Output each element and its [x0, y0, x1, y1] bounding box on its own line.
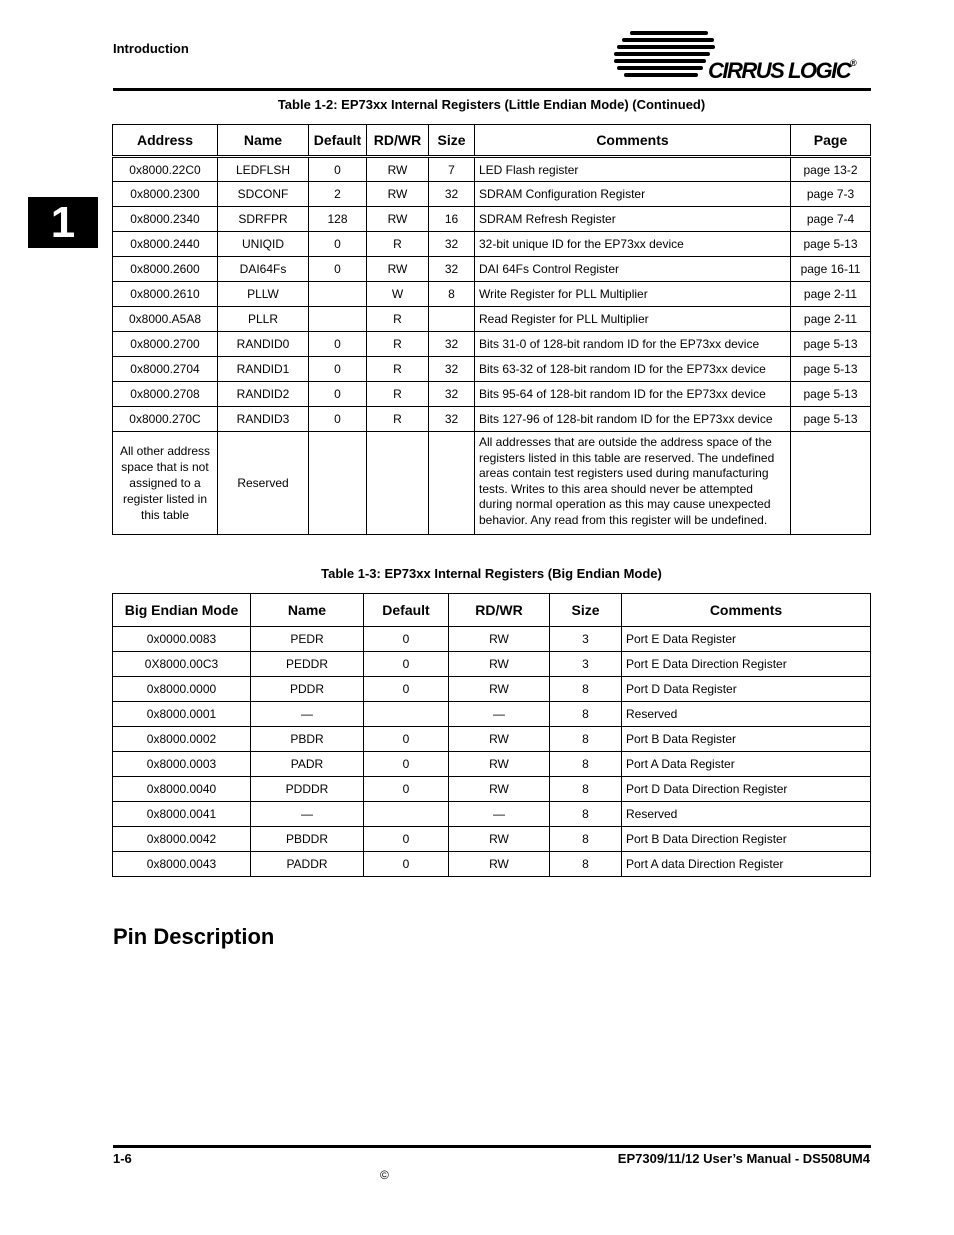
table-cell: 32	[429, 182, 475, 207]
table-cell: 0	[364, 727, 449, 752]
column-header: RD/WR	[449, 594, 550, 627]
table-cell: 8	[550, 852, 622, 877]
table-row	[113, 182, 871, 207]
table-cell: 0	[364, 777, 449, 802]
table-cell: 0x8000.2708	[113, 382, 218, 407]
section-title: Pin Description	[113, 924, 275, 949]
table-cell: RW	[449, 777, 550, 802]
table-cell: 0x8000.A5A8	[113, 307, 218, 332]
table-cell: 0x8000.0002	[113, 727, 251, 752]
table-cell: 0x8000.0043	[113, 852, 251, 877]
page-number: 1-6	[113, 1151, 132, 1166]
table-row	[113, 207, 871, 232]
table-row	[113, 332, 871, 357]
table-cell: DAI64Fs	[218, 257, 309, 282]
table-cell: 0x8000.22C0	[113, 157, 218, 182]
table-cell: 0x8000.2600	[113, 257, 218, 282]
table-cell: 8	[550, 752, 622, 777]
table-cell: 0x8000.270C	[113, 407, 218, 432]
table-cell: 0	[364, 627, 449, 652]
table-cell: 0x8000.2300	[113, 182, 218, 207]
table-row	[113, 307, 871, 332]
table-cell: —	[251, 702, 364, 727]
table-cell: PBDR	[251, 727, 364, 752]
reserved-row	[113, 432, 871, 535]
table-cell: 0x8000.2610	[113, 282, 218, 307]
table-cell: RANDID3	[218, 407, 309, 432]
table-cell: SDRFPR	[218, 207, 309, 232]
table-cell: 0	[364, 752, 449, 777]
table-cell: 32	[429, 232, 475, 257]
table-cell: 0	[309, 407, 367, 432]
table-cell: —	[251, 802, 364, 827]
table-cell: PADDR	[251, 852, 364, 877]
table1-header-row	[113, 125, 871, 157]
table-row	[113, 802, 871, 827]
table-cell: Port E Data Register	[622, 627, 871, 652]
table-cell: PLLW	[218, 282, 309, 307]
table-row	[113, 407, 871, 432]
table-cell: 7	[429, 157, 475, 182]
table-cell: page 7-3	[791, 182, 871, 207]
table-cell: PDDDR	[251, 777, 364, 802]
table-cell: 0	[364, 827, 449, 852]
logo-swoosh-icon	[612, 28, 722, 86]
table-cell: 8	[550, 802, 622, 827]
table-cell: 0x8000.2704	[113, 357, 218, 382]
table-cell: SDCONF	[218, 182, 309, 207]
chapter-tab: 1	[28, 197, 98, 248]
table-cell: R	[367, 232, 429, 257]
empty-cell	[367, 432, 429, 535]
table-cell	[364, 702, 449, 727]
table-cell: Port A data Direction Register	[622, 852, 871, 877]
table2-header-row	[113, 594, 871, 627]
table-row	[113, 827, 871, 852]
table-cell: Port D Data Register	[622, 677, 871, 702]
table-cell: R	[367, 307, 429, 332]
table-cell: Port B Data Register	[622, 727, 871, 752]
table-cell: page 5-13	[791, 357, 871, 382]
table-cell: RW	[449, 677, 550, 702]
table-cell: 32	[429, 357, 475, 382]
table-cell: page 2-11	[791, 282, 871, 307]
table-cell: 3	[550, 627, 622, 652]
column-header: Address	[113, 125, 218, 157]
table-cell: 8	[550, 677, 622, 702]
column-header: RD/WR	[367, 125, 429, 157]
table2-caption: Table 1-3: EP73xx Internal Registers (Big Endian Mode)	[321, 566, 662, 581]
table-cell: Bits 95-64 of 128-bit random ID for the EP73xx device	[475, 382, 791, 407]
column-header: Name	[218, 125, 309, 157]
column-header: Comments	[475, 125, 791, 157]
table-cell: R	[367, 382, 429, 407]
column-header: Name	[251, 594, 364, 627]
table-cell: Port E Data Direction Register	[622, 652, 871, 677]
column-header: Default	[309, 125, 367, 157]
table-cell: 8	[550, 727, 622, 752]
table-cell: 0x8000.2440	[113, 232, 218, 257]
table-cell: 0	[309, 157, 367, 182]
table1-caption: Table 1-2: EP73xx Internal Registers (Little Endian Mode) (Continued)	[277, 97, 706, 112]
table-cell: 0	[309, 357, 367, 382]
table-cell: 0X8000.00C3	[113, 652, 251, 677]
cirrus-logic-logo	[612, 28, 874, 86]
table-row	[113, 382, 871, 407]
empty-cell	[429, 432, 475, 535]
table-cell: 0x8000.0042	[113, 827, 251, 852]
table-row	[113, 232, 871, 257]
table-row	[113, 652, 871, 677]
logo-wordmark: CIRRUS LOGIC®	[708, 58, 857, 83]
table-cell: 32-bit unique ID for the EP73xx device	[475, 232, 791, 257]
column-header: Page	[791, 125, 871, 157]
table-row	[113, 257, 871, 282]
table-cell: Read Register for PLL Multiplier	[475, 307, 791, 332]
table-cell: 8	[429, 282, 475, 307]
table-cell: RANDID0	[218, 332, 309, 357]
table-cell: 8	[550, 827, 622, 852]
table-cell: 32	[429, 407, 475, 432]
table-cell: Write Register for PLL Multiplier	[475, 282, 791, 307]
table-cell: DAI 64Fs Control Register	[475, 257, 791, 282]
table-cell: 0	[309, 257, 367, 282]
little-endian-register-table	[112, 124, 871, 535]
table-cell: 32	[429, 382, 475, 407]
table-cell: 8	[550, 702, 622, 727]
table-cell: Bits 31-0 of 128-bit random ID for the EP73xx device	[475, 332, 791, 357]
table-cell: PBDDR	[251, 827, 364, 852]
table-cell: 0x8000.2340	[113, 207, 218, 232]
footer-rule	[113, 1145, 871, 1148]
table-cell: 8	[550, 777, 622, 802]
table-cell: 0	[364, 652, 449, 677]
table-cell: —	[449, 702, 550, 727]
table-cell: page 5-13	[791, 232, 871, 257]
table-cell: 16	[429, 207, 475, 232]
table-cell: page 16-11	[791, 257, 871, 282]
table-cell: RW	[367, 157, 429, 182]
table-cell: page 2-11	[791, 307, 871, 332]
table-cell: 0x8000.0003	[113, 752, 251, 777]
table-cell: 0	[309, 332, 367, 357]
column-header: Size	[550, 594, 622, 627]
table-cell: PLLR	[218, 307, 309, 332]
table-cell: RW	[449, 627, 550, 652]
table-row	[113, 157, 871, 182]
table-cell: RANDID2	[218, 382, 309, 407]
table-row	[113, 702, 871, 727]
table-cell: LEDFLSH	[218, 157, 309, 182]
manual-title: EP7309/11/12 User’s Manual - DS508UM4	[617, 1151, 870, 1166]
table-cell: 32	[429, 332, 475, 357]
table-row	[113, 752, 871, 777]
table-row	[113, 677, 871, 702]
table-cell	[429, 307, 475, 332]
table-cell: PEDDR	[251, 652, 364, 677]
table-cell: RW	[449, 827, 550, 852]
table-row	[113, 627, 871, 652]
table-cell: SDRAM Configuration Register	[475, 182, 791, 207]
table-cell	[364, 802, 449, 827]
table-cell: page 5-13	[791, 332, 871, 357]
table-cell: Bits 127-96 of 128-bit random ID for the EP73xx device	[475, 407, 791, 432]
table-cell: RW	[449, 727, 550, 752]
table-cell: RW	[449, 652, 550, 677]
table-cell: Reserved	[622, 702, 871, 727]
table-cell: W	[367, 282, 429, 307]
table-cell: Reserved	[622, 802, 871, 827]
table-cell: 0	[309, 382, 367, 407]
empty-cell	[791, 432, 871, 535]
table-cell: Port D Data Direction Register	[622, 777, 871, 802]
column-header: Big Endian Mode	[113, 594, 251, 627]
column-header: Comments	[622, 594, 871, 627]
table-cell: RW	[449, 752, 550, 777]
column-header: Size	[429, 125, 475, 157]
copyright-symbol: ©	[380, 1168, 389, 1182]
table-cell: R	[367, 407, 429, 432]
table-cell: 0x8000.0001	[113, 702, 251, 727]
table-cell: 0x0000.0083	[113, 627, 251, 652]
table-cell: 0	[364, 677, 449, 702]
table-cell: PDDR	[251, 677, 364, 702]
table-cell: 0x8000.0040	[113, 777, 251, 802]
table-row	[113, 777, 871, 802]
table-row	[113, 357, 871, 382]
table-cell: 128	[309, 207, 367, 232]
big-endian-register-table	[112, 593, 871, 877]
running-header: Introduction	[113, 41, 189, 56]
table-cell: Bits 63-32 of 128-bit random ID for the EP73xx device	[475, 357, 791, 382]
table-cell: 32	[429, 257, 475, 282]
table-row	[113, 852, 871, 877]
reserved-name-cell: Reserved	[218, 432, 309, 535]
reserved-address-cell: All other address space that is not assigned to a register listed in this table	[113, 432, 218, 535]
table-cell: page 5-13	[791, 382, 871, 407]
table-row	[113, 727, 871, 752]
table-cell: —	[449, 802, 550, 827]
table-cell: RW	[449, 852, 550, 877]
table-cell: PADR	[251, 752, 364, 777]
table-cell: SDRAM Refresh Register	[475, 207, 791, 232]
table-cell: R	[367, 357, 429, 382]
table-cell: UNIQID	[218, 232, 309, 257]
table-cell: 0	[364, 852, 449, 877]
reserved-comments-cell: All addresses that are outside the address space of the registers listed in this table are reserved. The undefined areas contain test registers used during manufacturing tests. Writes to this area should never be attempted during normal operation as this may cause unexpected behavior. Any read from this register will be undefined.	[475, 432, 791, 535]
table-cell: PEDR	[251, 627, 364, 652]
empty-cell	[309, 432, 367, 535]
table-cell: RW	[367, 182, 429, 207]
table-cell: page 5-13	[791, 407, 871, 432]
header-rule	[113, 88, 871, 91]
table-cell: Port A Data Register	[622, 752, 871, 777]
table-cell: RW	[367, 207, 429, 232]
table-cell: 0	[309, 232, 367, 257]
table-cell: 0x8000.0041	[113, 802, 251, 827]
table-cell: 3	[550, 652, 622, 677]
table-row	[113, 282, 871, 307]
table-cell	[309, 307, 367, 332]
table-cell: 0x8000.0000	[113, 677, 251, 702]
table-cell: Port B Data Direction Register	[622, 827, 871, 852]
table-cell: page 13-2	[791, 157, 871, 182]
table-cell	[309, 282, 367, 307]
table-cell: RW	[367, 257, 429, 282]
table-cell: 0x8000.2700	[113, 332, 218, 357]
table-cell: RANDID1	[218, 357, 309, 382]
table-cell: LED Flash register	[475, 157, 791, 182]
table-cell: 2	[309, 182, 367, 207]
table-cell: R	[367, 332, 429, 357]
table-cell: page 7-4	[791, 207, 871, 232]
column-header: Default	[364, 594, 449, 627]
